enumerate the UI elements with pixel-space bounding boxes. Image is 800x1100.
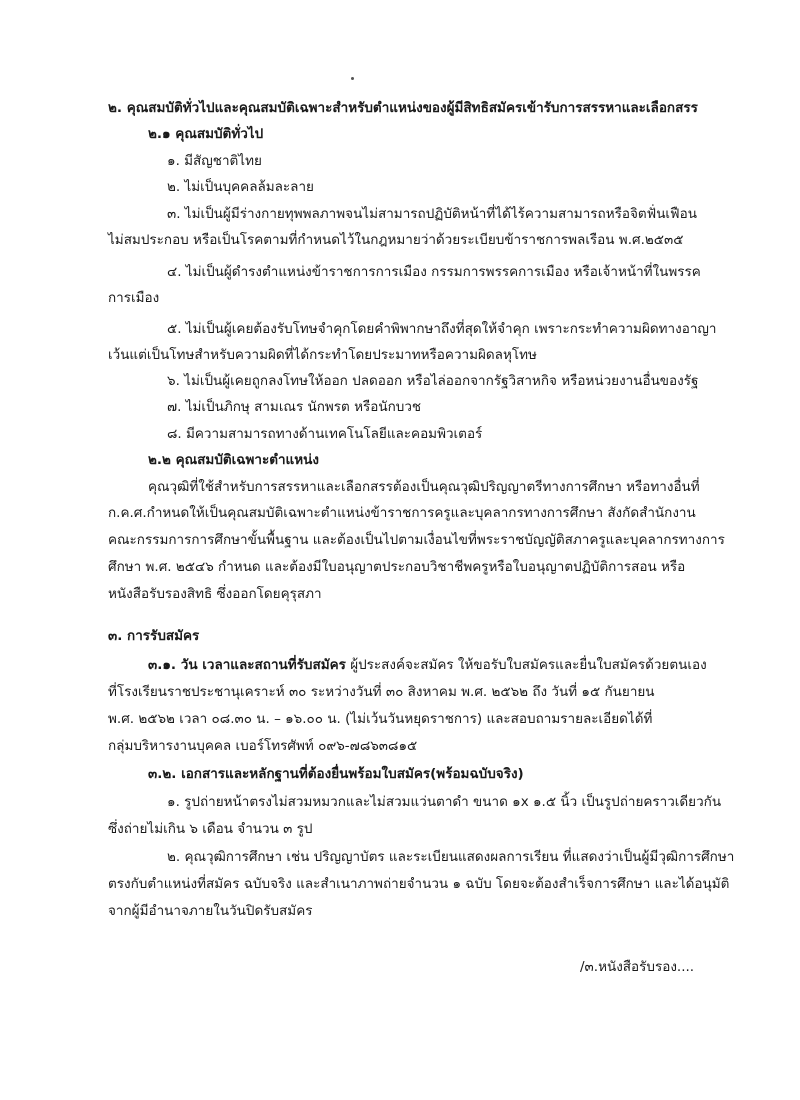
scan-speck	[351, 77, 354, 80]
specific-qualification-line: คณะกรรมการการศึกษาขั้นพื้นฐาน และต้องเป็นไปตามเงื่อนไขที่พระราชบัญญัติสภาครูและบุคลากรทางการ	[108, 532, 725, 548]
section-3-2-heading: ๓.๒. เอกสารและหลักฐานที่ต้องยื่นพร้อมใบสมัคร(พร้อมฉบับจริง)	[148, 766, 524, 782]
general-qualification-item-continued: การเมือง	[108, 290, 160, 306]
section-2-2-heading: ๒.๒ คุณสมบัติเฉพาะตำแหน่ง	[148, 452, 319, 468]
section-3-1-text: ผู้ประสงค์จะสมัคร ให้ขอรับใบสมัครและยื่นใบสมัครด้วยตนเอง	[345, 657, 707, 673]
document-requirement-line: ตรงกับตำแหน่งที่สมัคร ฉบับจริง และสำเนาภาพถ่ายจำนวน ๑ ฉบับ โดยจะต้องสำเร็จการศึกษา และได้อนุมัติ	[108, 876, 730, 892]
general-qualification-item-continued: ไม่สมประกอบ หรือเป็นโรคตามที่กำหนดไว้ในกฎหมายว่าด้วยระเบียบข้าราชการพลเรือน พ.ศ.๒๕๓๕	[108, 232, 684, 248]
document-requirement-line: ๑. รูปถ่ายหน้าตรงไม่สวมหมวกและไม่สวมแว่นตาดำ ขนาด ๑x ๑.๕ นิ้ว เป็นรูปถ่ายคราวเดียวกัน	[167, 794, 722, 810]
general-qualification-item: ๕. ไม่เป็นผู้เคยต้องรับโทษจำคุกโดยคำพิพากษาถึงที่สุดให้จำคุก เพราะกระทำความผิดทางอาญา	[167, 321, 717, 337]
specific-qualification-line: คุณวุฒิที่ใช้สำหรับการสรรหาและเลือกสรรต้องเป็นคุณวุฒิปริญญาตรีทางการศึกษา หรือทางอื่นที่	[148, 479, 700, 495]
document-requirement-line: ซึ่งถ่ายไม่เกิน ๖ เดือน จำนวน ๓ รูป	[108, 821, 313, 837]
document-requirement-line: จากผู้มีอำนาจภายในวันปิดรับสมัคร	[108, 903, 313, 919]
general-qualification-item: ๗. ไม่เป็นภิกษุ สามเณร นักพรต หรือนักบวช	[167, 399, 422, 415]
section-3-1-heading: ๓.๑. วัน เวลาและสถานที่รับสมัคร	[148, 657, 346, 673]
general-qualification-item: ๔. ไม่เป็นผู้ดำรงตำแหน่งข้าราชการการเมือง กรรมการพรรคการเมือง หรือเจ้าหน้าที่ในพรรค	[167, 264, 701, 280]
section-3-title: ๓. การรับสมัคร	[108, 628, 200, 644]
contact-phone-line: กลุ่มบริหารงานบุคคล เบอร์โทรศัพท์ ๐๙๖-๗๘๖๓๘๑๕	[108, 738, 418, 754]
section-2-1-heading: ๒.๑ คุณสมบัติทั่วไป	[148, 126, 264, 142]
section-2-title: ๒. คุณสมบัติทั่วไปและคุณสมบัติเฉพาะสำหรับตำแหน่งของผู้มีสิทธิสมัครเข้ารับการสรรหาและเลือกสรร	[108, 100, 698, 116]
general-qualification-item: ๖. ไม่เป็นผู้เคยถูกลงโทษให้ออก ปลดออก หรือไล่ออกจากรัฐวิสาหกิจ หรือหน่วยงานอื่นของรัฐ	[167, 373, 699, 389]
general-qualification-item-continued: เว้นแต่เป็นโทษสำหรับความผิดที่ได้กระทำโดยประมาทหรือความผิดลหุโทษ	[108, 347, 537, 363]
general-qualification-item: ๘. มีความสามารถทางด้านเทคโนโลยีและคอมพิวเตอร์	[167, 426, 483, 442]
page-continuation: /๓.หนังสือรับรอง....	[580, 959, 695, 975]
specific-qualification-line: ศึกษา พ.ศ. ๒๕๔๖ กำหนด และต้องมีใบอนุญาตประกอบวิชาชีพครูหรือใบอนุญาตปฏิบัติการสอน หรือ	[108, 559, 686, 575]
section-3-1-line	[148, 655, 707, 675]
specific-qualification-line: หนังสือรับรองสิทธิ ซึ่งออกโดยคุรุสภา	[108, 586, 322, 602]
general-qualification-item: ๑. มีสัญชาติไทย	[167, 153, 262, 169]
general-qualification-item: ๒. ไม่เป็นบุคคลล้มละลาย	[167, 179, 314, 195]
application-period-line: ที่โรงเรียนราชประชานุเคราะห์ ๓๐ ระหว่างวันที่ ๓๐ สิงหาคม พ.ศ. ๒๕๖๒ ถึง วันที่ ๑๕ กันยายน	[108, 684, 655, 700]
application-time-line: พ.ศ. ๒๕๖๒ เวลา ๐๘.๓๐ น. – ๑๖.๐๐ น. (ไม่เว้นวันหยุดราชการ) และสอบถามรายละเอียดได้ที่	[108, 711, 653, 727]
specific-qualification-line: ก.ค.ศ.กำหนดให้เป็นคุณสมบัติเฉพาะตำแหน่งข้าราชการครูและบุคลากรทางการศึกษา สังกัดสำนักงาน	[108, 505, 696, 521]
document-requirement-line: ๒. คุณวุฒิการศึกษา เช่น ปริญญาบัตร และระเบียนแสดงผลการเรียน ที่แสดงว่าเป็นผู้มีวุฒิการศึกษา	[167, 849, 735, 865]
general-qualification-item: ๓. ไม่เป็นผู้มีร่างกายทุพพลภาพจนไม่สามารถปฏิบัติหน้าที่ได้ไร้ความสามารถหรือจิตฟั่นเฟือน	[167, 206, 697, 222]
